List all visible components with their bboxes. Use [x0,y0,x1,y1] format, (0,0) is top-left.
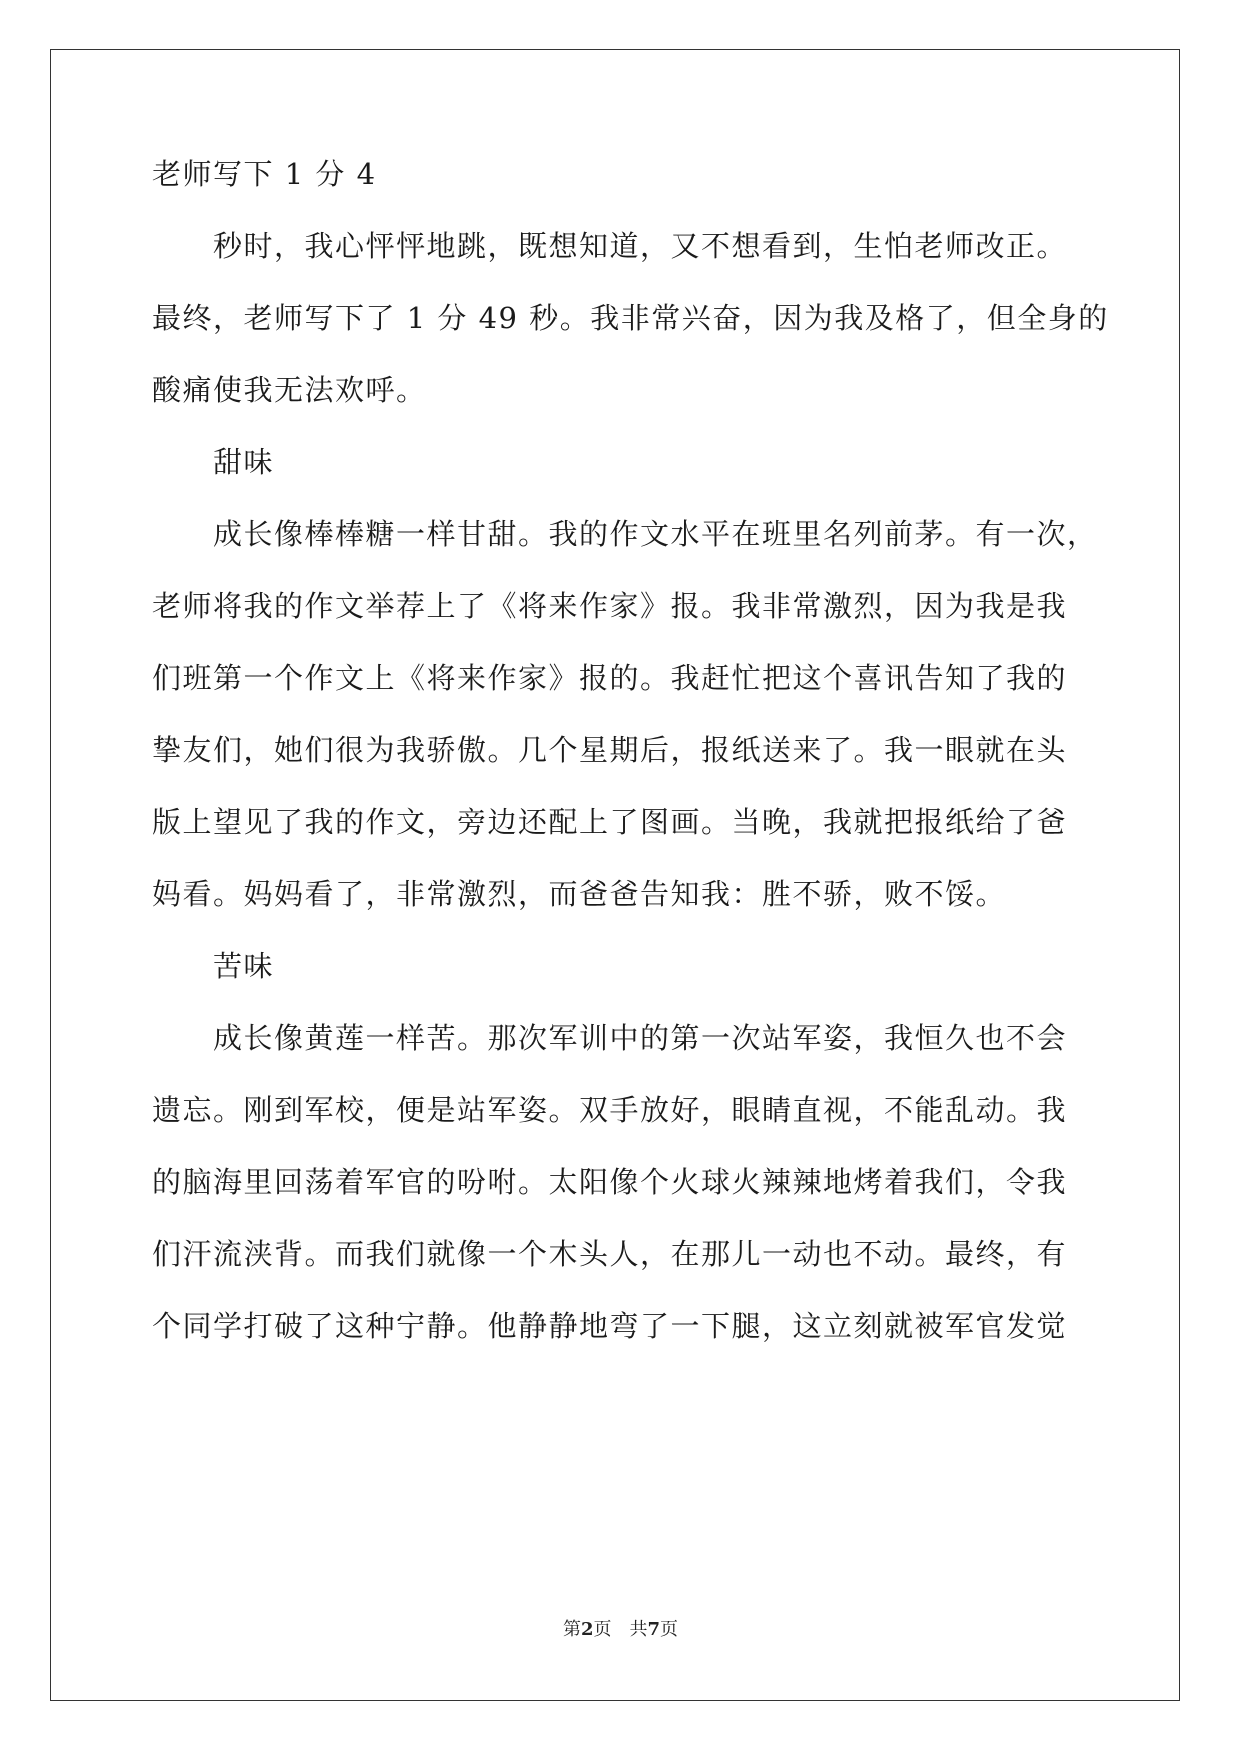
text-line: 最终，老师写下了 1 分 49 秒。我非常兴奋，因为我及格了，但全身的 [152,301,1109,335]
current-page-number: 2 [580,1619,594,1640]
text-line: 们汗流浃背。而我们就像一个木头人，在那儿一动也不动。最终，有 [152,1237,1068,1271]
text-line: 秒时，我心怦怦地跳，既想知道，又不想看到，生怕老师改正。 [152,229,1068,263]
text-line: 老师将我的作文举荐上了《将来作家》报。我非常激烈，因为我是我 [152,589,1068,623]
page-border [50,49,1180,1701]
footer-mid: 页 共 [593,1619,648,1640]
text-line: 成长像棒棒糖一样甘甜。我的作文水平在班里名列前茅。有一次， [152,517,1098,551]
text-line: 遗忘。刚到军校，便是站军姿。双手放好，眼睛直视，不能乱动。我 [152,1093,1068,1127]
text-line: 的脑海里回荡着军官的吩咐。太阳像个火球火辣辣地烤着我们，令我 [152,1165,1068,1199]
section-heading: 苦味 [152,949,275,983]
text-line: 成长像黄莲一样苦。那次军训中的第一次站军姿，我恒久也不会 [152,1021,1068,1055]
total-page-number: 7 [647,1619,661,1640]
text-line: 挚友们，她们很为我骄傲。几个星期后，报纸送来了。我一眼就在头 [152,733,1068,767]
text-line: 版上望见了我的作文，旁边还配上了图画。当晚，我就把报纸给了爸 [152,805,1068,839]
text-line: 们班第一个作文上《将来作家》报的。我赶忙把这个喜讯告知了我的 [152,661,1068,695]
text-line: 妈看。妈妈看了，非常激烈，而爸爸告知我：胜不骄，败不馁。 [152,877,1007,911]
text-line: 酸痛使我无法欢呼。 [152,373,427,407]
text-line: 老师写下 1 分 4 [152,157,377,191]
page-number-footer [0,1619,1241,1641]
section-heading: 甜味 [152,445,275,479]
text-line: 个同学打破了这种宁静。他静静地弯了一下腿，这立刻就被军官发觉 [152,1309,1068,1343]
footer-suffix: 页 [660,1619,679,1640]
footer-prefix: 第 [562,1619,581,1640]
